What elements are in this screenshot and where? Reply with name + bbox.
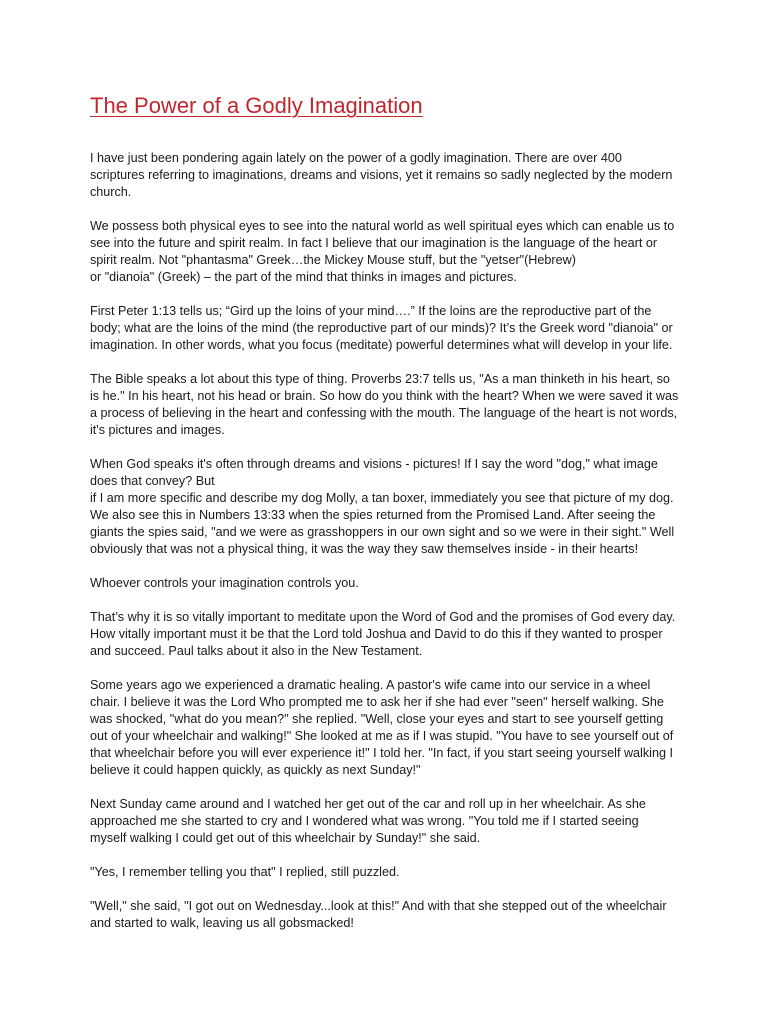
text-line: it's pictures and images. (90, 423, 225, 437)
paragraph (90, 609, 690, 660)
text-line: We possess both physical eyes to see into the natural world as well spiritual eyes which can enable us to (90, 219, 675, 233)
text-line: approached me she started to cry and I wondered what was wrong. "You told me if I started seeing (90, 814, 639, 828)
text-line: "Yes, I remember telling you that" I replied, still puzzled. (90, 865, 400, 879)
text-line: or "dianoia" (Greek) – the part of the mind that thinks in images and pictures. (90, 270, 517, 284)
text-line: First Peter 1:13 tells us; “Gird up the loins of your mind….” If the loins are the reproductive part of the (90, 304, 652, 318)
text-line: body; what are the loins of the mind (the reproductive part of our minds)? It’s the Greek word "dianoia" or (90, 321, 673, 335)
paragraph (90, 796, 690, 847)
text-line: That’s why it is so vitally important to meditate upon the Word of God and the promises of God every day. (90, 610, 676, 624)
text-line: Next Sunday came around and I watched her get out of the car and roll up in her wheelchair. As she (90, 797, 646, 811)
paragraph (90, 864, 690, 881)
text-line: imagination. In other words, what you focus (meditate) powerful determines what will develop in your life. (90, 338, 673, 352)
text-line: see into the future and spirit realm. In fact I believe that our imagination is the language of the heart or (90, 236, 658, 250)
text-line: spirit realm. Not "phantasma" Greek…the Mickey Mouse stuff, but the "yetser"(Hebrew) (90, 253, 576, 267)
text-line: chair. I believe it was the Lord Who prompted me to ask her if she had ever "seen" herself walking. She (90, 695, 664, 709)
text-line: does that convey? But (90, 474, 215, 488)
paragraph (90, 456, 690, 558)
text-line: obviously that was not a physical thing, it was the way they saw themselves inside - in their hearts! (90, 542, 639, 556)
text-line: Whoever controls your imagination controls you. (90, 576, 359, 590)
paragraph (90, 898, 690, 932)
paragraph (90, 371, 690, 439)
text-line: myself walking I could get out of this wheelchair by Sunday!" she said. (90, 831, 481, 845)
text-line: if I am more specific and describe my dog Molly, a tan boxer, immediately you see that picture of my dog. (90, 491, 674, 505)
paragraph (90, 150, 690, 201)
text-line: "Well," she said, "I got out on Wednesday...look at this!" And with that she stepped out of the wheelchair (90, 899, 667, 913)
text-line: a process of believing in the heart and confessing with the mouth. The language of the heart is not words, (90, 406, 678, 420)
paragraph (90, 218, 690, 286)
text-line: I have just been pondering again lately on the power of a godly imagination. There are over 400 (90, 151, 622, 165)
paragraph (90, 575, 690, 592)
paragraph (90, 677, 690, 779)
text-line: We also see this in Numbers 13:33 when the spies returned from the Promised Land. After seeing the (90, 508, 656, 522)
text-line: that wheelchair before you will ever experience it!" I told her. "In fact, if you start seeing yourself walking I (90, 746, 673, 760)
paragraph (90, 303, 690, 354)
article-body (90, 150, 690, 949)
text-line: How vitally important must it be that the Lord told Joshua and David to do this if they wanted to prosper (90, 627, 663, 641)
text-line: out of your wheelchair and walking!" She looked at me as if I was stupid. "You have to see yourself out of (90, 729, 674, 743)
text-line: scriptures referring to imaginations, dreams and visions, yet it remains so sadly neglected by the modern (90, 168, 673, 182)
text-line: When God speaks it's often through dreams and visions - pictures! If I say the word "dog," what image (90, 457, 658, 471)
text-line: giants the spies said, "and we were as grasshoppers in our own sight and so we were in their sight." Well (90, 525, 675, 539)
text-line: Some years ago we experienced a dramatic healing. A pastor's wife came into our service in a wheel (90, 678, 651, 692)
text-line: believe it could happen quickly, as quickly as next Sunday!" (90, 763, 421, 777)
text-line: was shocked, "what do you mean?" she replied. "Well, close your eyes and start to see yourself getting (90, 712, 664, 726)
page-title: The Power of a Godly Imagination (90, 93, 423, 118)
text-line: The Bible speaks a lot about this type of thing. Proverbs 23:7 tells us, "As a man thinketh in his heart, so (90, 372, 670, 386)
text-line: and started to walk, leaving us all gobsmacked! (90, 916, 354, 930)
text-line: church. (90, 185, 132, 199)
text-line: and succeed. Paul talks about it also in the New Testament. (90, 644, 423, 658)
text-line: is he." In his heart, not his head or brain. So how do you think with the heart? When we were saved it was (90, 389, 679, 403)
